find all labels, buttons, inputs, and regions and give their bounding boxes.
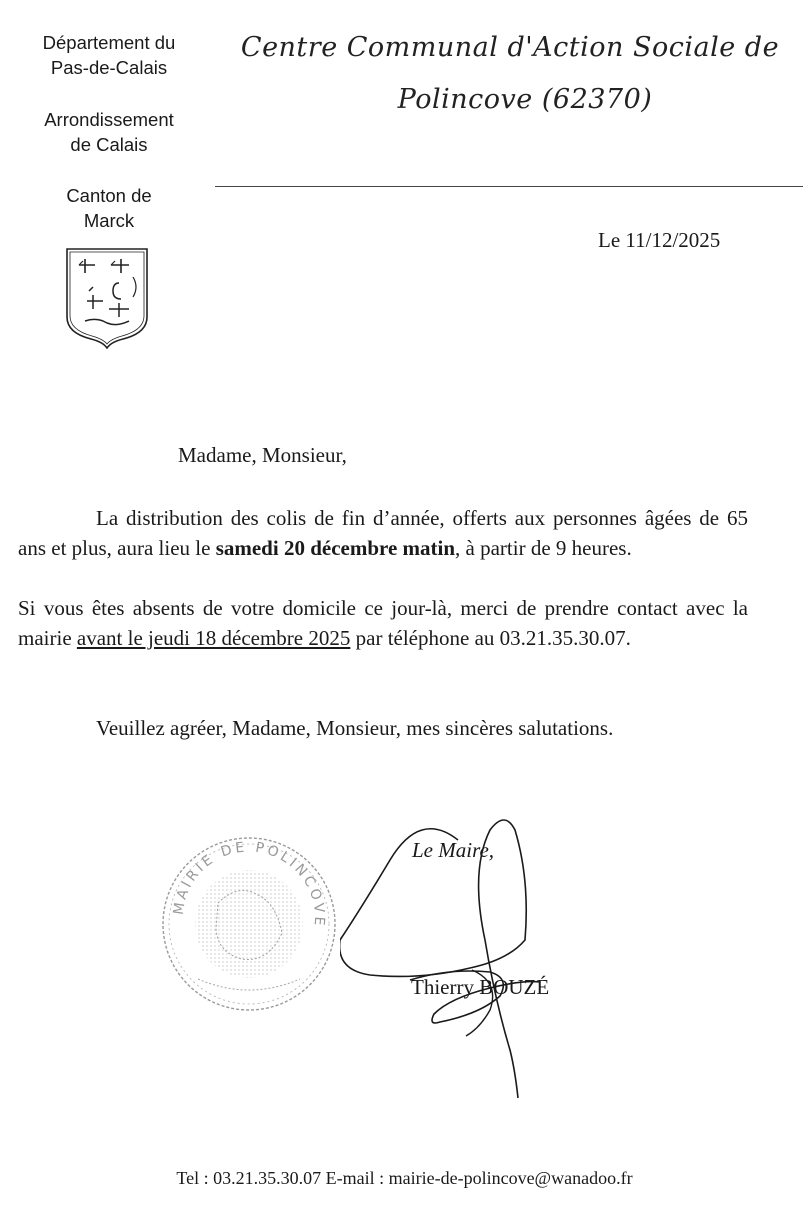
paragraph1-text-end: , à partir de 9 heures.	[455, 536, 632, 560]
arrondissement-label	[18, 107, 200, 157]
left-column	[18, 30, 200, 233]
canton-line-1: Canton de	[66, 185, 152, 206]
canton-line-2: Marck	[83, 210, 135, 231]
paragraph2-text: Si vous êtes absents de votre domicile ce jour-là, merci de prendre contact avec la mairie	[18, 596, 748, 650]
title-line-2: Polincove (62370)	[397, 84, 653, 115]
canton-label	[18, 183, 200, 233]
salutation: Madame, Monsieur,	[178, 443, 347, 467]
footer-contact: Tel : 03.21.35.30.07 E-mail : mairie-de-polincove@wanadoo.fr	[176, 1168, 633, 1188]
stamp-text: MAIRIE DE POLINCOVE	[170, 839, 328, 929]
mayor-title: Le Maire,	[412, 838, 495, 862]
distribution-date-bold: samedi 20 décembre matin	[215, 536, 456, 560]
department-line-2: Pas-de-Calais	[50, 57, 168, 78]
title-line-1: Centre Communal d'Action Sociale de	[240, 32, 780, 63]
paragraph1-text: La distribution des colis de fin d’année, offerts aux personnes âgées de 65 ans et plus, aura lieu le	[18, 506, 748, 560]
header-divider	[215, 186, 803, 187]
coat-of-arms-icon	[63, 247, 151, 349]
closing-text: Veuillez agréer, Madame, Monsieur, mes sincères salutations.	[96, 716, 614, 740]
department-line-1: Département du	[42, 32, 176, 53]
official-stamp	[158, 833, 340, 1015]
department-label	[18, 30, 200, 80]
paragraph-closing	[18, 713, 748, 743]
paragraph-distribution	[18, 503, 748, 563]
arrondissement-line-2: de Calais	[70, 134, 148, 155]
letter-date: Le 11/12/2025	[598, 228, 721, 252]
deadline-underlined: avant le jeudi 18 décembre 2025	[76, 626, 351, 650]
organization-title	[230, 22, 790, 126]
paragraph-contact	[18, 593, 748, 653]
paragraph2-text-end: par téléphone au 03.21.35.30.07.	[350, 626, 631, 650]
mayor-name: Thierry BOUZÉ	[411, 975, 550, 999]
arrondissement-line-1: Arrondissement	[44, 109, 174, 130]
